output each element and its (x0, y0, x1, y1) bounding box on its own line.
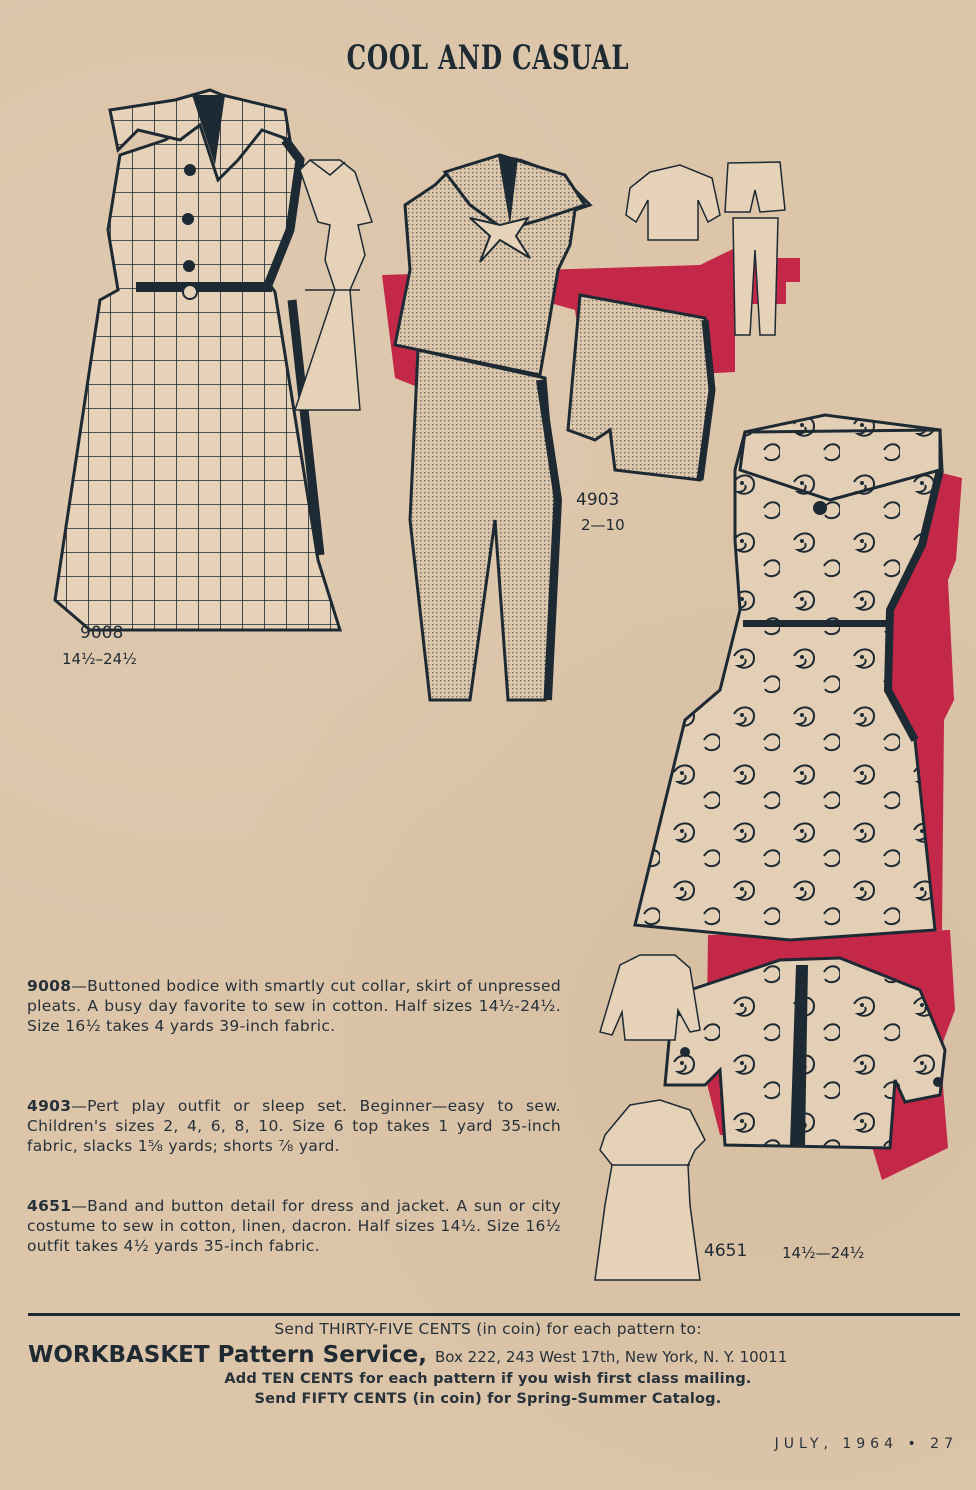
pattern-4651-sizes: 14½—24½ (782, 1244, 865, 1262)
pattern-9008-sizes: 14½–24½ (62, 650, 137, 668)
pattern-4903-sizes: 2—10 (581, 516, 625, 534)
pattern-9008-back-view-illustration (295, 160, 372, 410)
pattern-service-brand: WORKBASKET Pattern Service, (28, 1342, 428, 1368)
description-pattern-number: 4651 (27, 1197, 72, 1215)
pattern-4903-shorts-illustration (568, 295, 712, 480)
order-instructions-line4: Send FIFTY CENTS (in coin) for Spring-Summer Catalog. (254, 1391, 722, 1407)
pattern-9008-front-dress-illustration (55, 90, 340, 630)
pattern-service-address: Box 222, 243 West 17th, New York, N. Y. 10011 (435, 1348, 788, 1366)
pattern-4651-label: 4651 (704, 1241, 748, 1261)
pattern-4903-slacks-illustration (410, 350, 558, 700)
pattern-4903-top-illustration (395, 155, 590, 375)
pattern-service-address-row (28, 1342, 968, 1368)
description-text: —Band and button detail for dress and jacket. A sun or city costume to sew in cotton, linen, dacron. Half sizes 14½. Size 16½ outfit takes 4½ yards 35-inch fabric. (27, 1197, 561, 1255)
description-text: —Pert play outfit or sleep set. Beginner—easy to sew. Children's sizes 2, 4, 6, 8, 10. Size 6 top takes 1 yard 35-inch fabric, slacks 1⅝ yards; shorts ⅞ yard. (27, 1097, 561, 1155)
description-4903 (27, 1096, 561, 1156)
pattern-9008-label (80, 622, 123, 644)
issue-date: JULY, 1964 (774, 1436, 898, 1452)
folio-separator-icon: • (907, 1436, 921, 1452)
order-instructions-line1: Send THIRTY-FIVE CENTS (in coin) for each pattern to: (274, 1320, 702, 1338)
description-pattern-number: 9008 (27, 977, 72, 995)
description-pattern-number: 4903 (27, 1097, 72, 1115)
order-instructions-line3: Add TEN CENTS for each pattern if you wish first class mailing. (224, 1371, 752, 1387)
page-folio (775, 1436, 958, 1452)
footer-divider (28, 1313, 960, 1316)
description-text: —Buttoned bodice with smartly cut collar, skirt of unpressed pleats. A busy day favorite to sew in cotton. Half sizes 14½-24½. Size 16½ takes 4 yards 39-inch fabric. (27, 977, 561, 1035)
pattern-4651-flat-views-illustration (595, 955, 705, 1280)
pattern-4903-label: 4903 (576, 490, 620, 510)
description-4651 (27, 1196, 561, 1256)
page-title: COOL AND CASUAL (346, 38, 630, 78)
page-number: 27 (930, 1436, 958, 1452)
description-9008 (27, 976, 561, 1036)
pattern-number: 9008 (80, 623, 124, 643)
